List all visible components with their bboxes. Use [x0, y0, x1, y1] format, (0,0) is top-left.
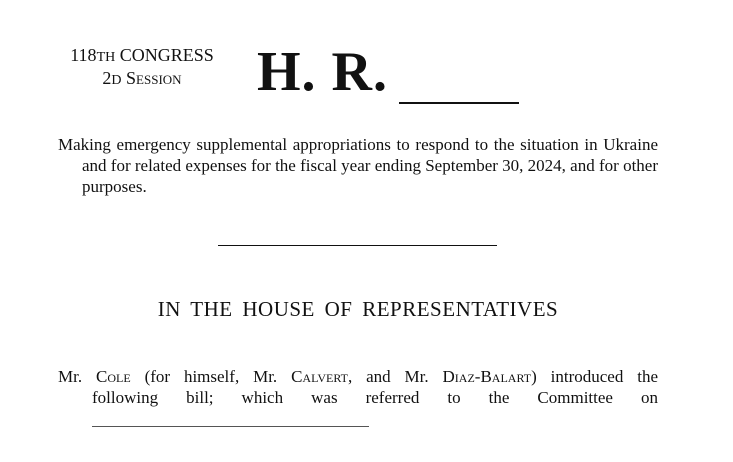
- session-number: 2: [102, 68, 112, 88]
- bill-number-blank: [399, 102, 519, 104]
- session-word: Session: [126, 68, 182, 88]
- congress-session-block: [58, 45, 226, 91]
- cosponsor-name-2: Diaz-Balart: [442, 367, 532, 386]
- bill-title: [58, 134, 658, 197]
- title-divider-rule: [218, 245, 497, 246]
- committee-blank-rule: [92, 426, 369, 427]
- sponsor-name: Cole: [96, 367, 131, 386]
- intro-mid-1: (for himself, Mr.: [130, 367, 292, 386]
- intro-mid-3: ) introduced the: [531, 367, 659, 386]
- intro-prefix: Mr.: [58, 367, 96, 386]
- introduction-paragraph: [58, 366, 658, 408]
- chamber-heading: IN THE HOUSE OF REPRESENTATIVES: [157, 297, 559, 321]
- session-line: [58, 68, 226, 91]
- congress-suffix: TH: [96, 50, 116, 65]
- introduction-line-2: following bill; which was referred to the Committee on: [92, 388, 658, 407]
- congress-line: [58, 45, 226, 68]
- bill-type-heading: H. R.: [257, 41, 388, 103]
- congress-number: 118: [70, 45, 97, 65]
- introduction-line-1: [58, 366, 658, 387]
- intro-mid-2: , and Mr.: [347, 367, 443, 386]
- bill-title-text: Making emergency supplemental appropriations to respond to the situation in Ukraine and for related expenses for the fiscal year ending September 30, 2024, and for other purposes.: [58, 135, 658, 196]
- cosponsor-name-1: Calvert: [291, 367, 348, 386]
- session-suffix: D: [111, 73, 122, 88]
- congress-word: CONGRESS: [119, 45, 214, 65]
